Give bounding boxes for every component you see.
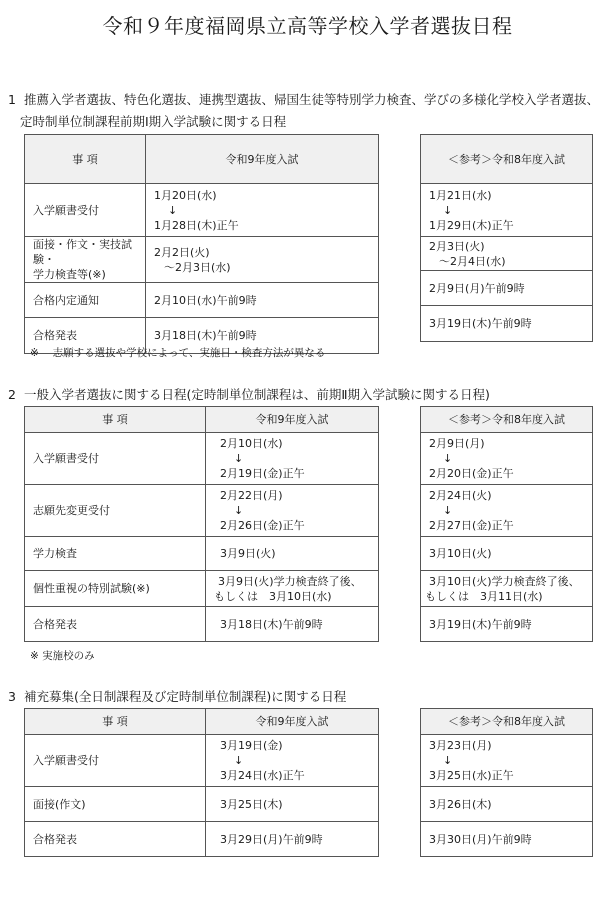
table-row (421, 271, 593, 306)
table-row (421, 433, 593, 485)
table-row (25, 433, 379, 485)
table-row (25, 822, 379, 857)
section-1-heading (8, 89, 599, 133)
table-row (25, 485, 379, 537)
row-date: 3月18日(木)午前9時 (146, 318, 379, 354)
row-date (146, 237, 379, 283)
row-date (146, 184, 379, 237)
row-item (25, 237, 146, 283)
header-item: 事 項 (25, 709, 206, 735)
table-row (25, 607, 379, 642)
row-item: 志願先変更受付 (25, 485, 206, 537)
date-end: 2月19日(金)正午 (220, 467, 305, 480)
row-item: 合格発表 (25, 822, 206, 857)
table-row (25, 571, 379, 607)
table-row (25, 283, 379, 318)
date-start: 2月2日(火) (154, 245, 210, 259)
header-item: 事 項 (25, 135, 146, 184)
date-end: 1月28日(木)正午 (154, 218, 239, 232)
date-start: 2月24日(火) (429, 489, 492, 502)
row-item: 学力検査 (25, 537, 206, 571)
section-3-reference-table (420, 708, 593, 857)
row-date: 2月9日(月)午前9時 (421, 271, 593, 306)
date-end: 1月29日(木)正午 (429, 218, 514, 232)
row-date: 3月19日(木)午前9時 (421, 306, 593, 342)
row-item: 面接(作文) (25, 787, 206, 822)
table-row (421, 571, 593, 607)
table-row (421, 537, 593, 571)
table-row (421, 184, 593, 237)
row-item: 入学願書受付 (25, 433, 206, 485)
header-reference-year: ＜参考＞令和8年度入試 (421, 407, 593, 433)
table-row (421, 485, 593, 537)
row-date (421, 571, 593, 607)
row-date: 2月10日(水)午前9時 (146, 283, 379, 318)
date-line: 3月10日(火)学力検査終了後、 (429, 574, 580, 588)
table-row (421, 822, 593, 857)
date-start: 2月22日(月) (220, 489, 283, 502)
row-date (421, 735, 593, 787)
table-row (421, 607, 593, 642)
down-arrow-icon: ↓ (443, 504, 453, 517)
row-item: 合格発表 (25, 607, 206, 642)
row-date (206, 735, 379, 787)
row-date: 3月18日(木)午前9時 (206, 607, 379, 642)
section-heading-line2: 定時制単位制課程前期Ⅰ期入学試験に関する日程 (20, 114, 287, 129)
header-current-year: 令和9年度入試 (146, 135, 379, 184)
table-row (421, 787, 593, 822)
section-number: 1 (8, 92, 16, 107)
date-start: 3月19日(金) (220, 739, 283, 752)
date-line: もしくは 3月11日(水) (425, 589, 543, 603)
row-item: 個性重視の特別試験(※) (25, 571, 206, 607)
date-line: 3月9日(火)学力検査終了後、 (218, 574, 362, 588)
section-1-current-table (24, 134, 379, 354)
section-heading-line1: 推薦入学者選抜、特色化選抜、連携型選抜、帰国生徒等特別学力検査、学びの多様化学校入学者選抜、 (24, 92, 600, 107)
section-1-note: ※ 志願する選抜や学校によって、実施日・検査方法が異なる (30, 347, 326, 359)
page-title: 令和９年度福岡県立高等学校入学者選抜日程 (102, 14, 513, 38)
table-row (421, 735, 593, 787)
date-end: 3月24日(水)正午 (220, 769, 305, 782)
row-date (421, 433, 593, 485)
date-start: 2月10日(水) (220, 437, 283, 450)
row-date (421, 237, 593, 271)
header-item: 事 項 (25, 407, 206, 433)
section-1-reference-table (420, 134, 593, 342)
header-current-year: 令和9年度入試 (206, 407, 379, 433)
row-date (206, 433, 379, 485)
row-date: 3月25日(木) (206, 787, 379, 822)
table-row (25, 787, 379, 822)
date-end: 2月26日(金)正午 (220, 519, 305, 532)
down-arrow-icon: ↓ (234, 504, 244, 517)
date-start: 1月21日(水) (429, 188, 492, 202)
date-end: ～2月4日(水) (439, 254, 506, 268)
row-date: 3月29日(月)午前9時 (206, 822, 379, 857)
date-start: 1月20日(水) (154, 188, 217, 202)
section-heading-line1: 補充募集(全日制課程及び定時制単位制課程)に関する日程 (24, 689, 347, 704)
date-start: 2月3日(火) (429, 239, 485, 253)
section-3-current-table (24, 708, 379, 857)
row-item-line: 学力検査等(※) (33, 268, 106, 281)
row-date (421, 184, 593, 237)
row-item: 入学願書受付 (25, 184, 146, 237)
section-number: 2 (8, 387, 16, 402)
date-line: もしくは 3月10日(水) (214, 589, 332, 603)
row-item-line: 面接・作文・実技試験・ (33, 238, 132, 266)
section-heading-line1: 一般入学者選抜に関する日程(定時制単位制課程は、前期Ⅱ期入学試験に関する日程) (24, 387, 490, 402)
row-date: 3月26日(木) (421, 787, 593, 822)
row-date: 3月10日(火) (421, 537, 593, 571)
table-row (421, 237, 593, 271)
table-row (25, 237, 379, 283)
row-item: 合格発表 (25, 318, 146, 354)
header-reference-year: ＜参考＞令和8年度入試 (421, 709, 593, 735)
down-arrow-icon: ↓ (443, 452, 453, 465)
row-date (206, 485, 379, 537)
down-arrow-icon: ↓ (234, 452, 244, 465)
date-end: 2月20日(金)正午 (429, 467, 514, 480)
row-date: 3月19日(木)午前9時 (421, 607, 593, 642)
header-current-year: 令和9年度入試 (206, 709, 379, 735)
row-date (206, 571, 379, 607)
date-start: 2月9日(月) (429, 437, 485, 450)
row-date: 3月9日(火) (206, 537, 379, 571)
down-arrow-icon: ↓ (234, 754, 244, 767)
row-item: 入学願書受付 (25, 735, 206, 787)
date-start: 3月23日(月) (429, 739, 492, 752)
date-end: 3月25日(水)正午 (429, 769, 514, 782)
down-arrow-icon: ↓ (168, 203, 178, 217)
section-3-heading (8, 686, 346, 708)
row-date (421, 485, 593, 537)
section-2-reference-table (420, 406, 593, 642)
table-row (25, 735, 379, 787)
section-2-heading (8, 384, 490, 406)
section-number: 3 (8, 689, 16, 704)
down-arrow-icon: ↓ (443, 203, 453, 217)
date-end: 2月27日(金)正午 (429, 519, 514, 532)
table-row (25, 184, 379, 237)
down-arrow-icon: ↓ (443, 754, 453, 767)
table-row (421, 306, 593, 342)
date-end: ～2月3日(水) (164, 260, 231, 274)
header-reference-year: ＜参考＞令和8年度入試 (421, 135, 593, 184)
row-item: 合格内定通知 (25, 283, 146, 318)
table-row (25, 537, 379, 571)
section-2-note: ※ 実施校のみ (30, 650, 95, 662)
row-date: 3月30日(月)午前9時 (421, 822, 593, 857)
section-2-current-table (24, 406, 379, 642)
